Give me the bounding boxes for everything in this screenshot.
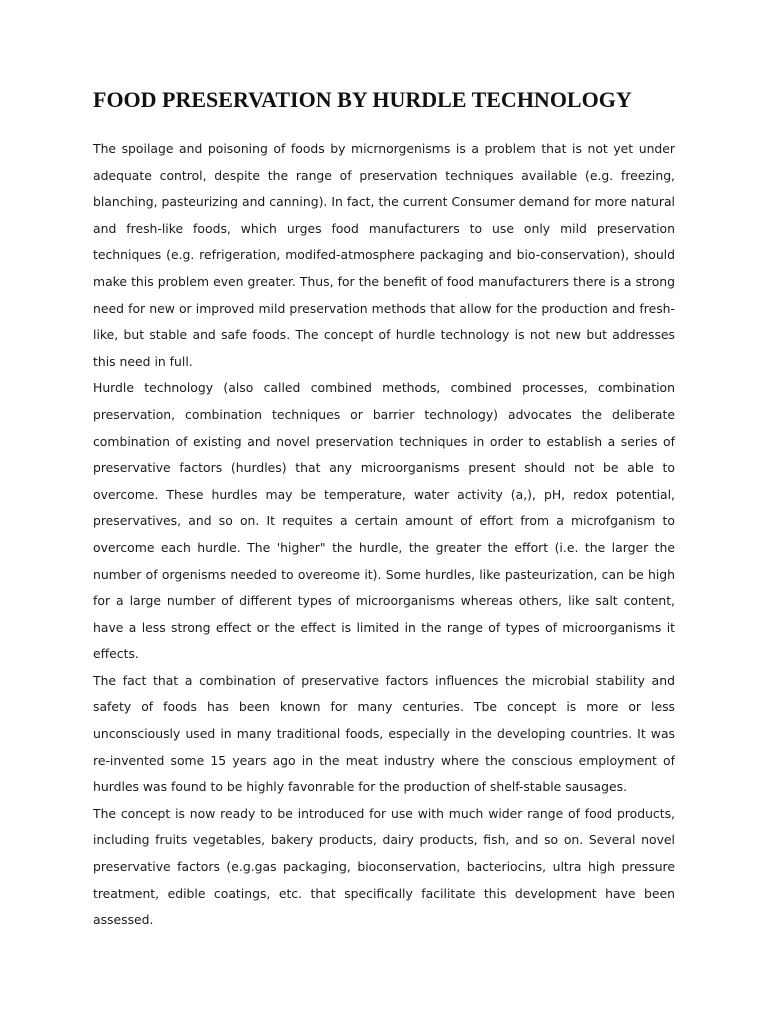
paragraph-hurdle-definition: Hurdle technology (also called combined methods, combined processes, combination preservation, combination techniques or barrier technology) advocates the deliberate combination of existing and novel preservation techniques in order to establish a series of preservative factors (hurdles) that any microorganisms present should not be able to overcome. These hurdles may be temperature, water activity (a,), pH, redox potential, preservatives, and so on. It requites a certain amount of effort from a microfganism to overcome each hurdle. The 'higher" the hurdle, the greater the effort (i.e. the larger the number of orgenisms needed to overeome it). Some hurdles, like pasteurization, can be high for a large number of different types of microorganisms whereas others, like salt content, have a less strong effect or the effect is limited in the range of types of microorganisms it effects. — [93, 380, 675, 662]
document-title: FOOD PRESERVATION BY HURDLE TECHNOLOGY — [93, 87, 632, 112]
paragraph-intro: The spoilage and poisoning of foods by micrnorgenisms is a problem that is not yet under adequate control, despite the range of preservation techniques available (e.g. freezing, blanching, pasteurizing and canning). In fact, the current Consumer demand for more natural and fresh-like foods, which urges food manufacturers to use only mild preservation techniques (e.g. refrigeration, modifed-atmosphere packaging and bio-conservation), should make this problem even greater. Thus, for the benefit of food manufacturers there is a strong need for new or improved mild preservation methods that allow for the production and fresh-like, but stable and safe foods. The concept of hurdle technology is not new but addresses this need in full. — [93, 141, 675, 369]
paragraph-applications: The concept is now ready to be introduced for use with much wider range of food products, including fruits vegetables, bakery products, dairy products, fish, and so on. Several novel preservative factors (e.g.gas packaging, bioconservation, bacteriocins, ultra high pressure treatment, edible coatings, etc. that specifically facilitate this development have been assessed. — [93, 805, 675, 928]
document-body — [93, 136, 675, 934]
paragraph-history: The fact that a combination of preservative factors influences the microbial stability and safety of foods has been known for many centuries. Tbe concept is more or less unconsciously used in many traditional foods, especially in the developing countries. It was re-invented some 15 years ago in the meat industry where the conscious employment of hurdles was found to be highly favonrable for the production of shelf-stable sausages. — [93, 672, 675, 795]
